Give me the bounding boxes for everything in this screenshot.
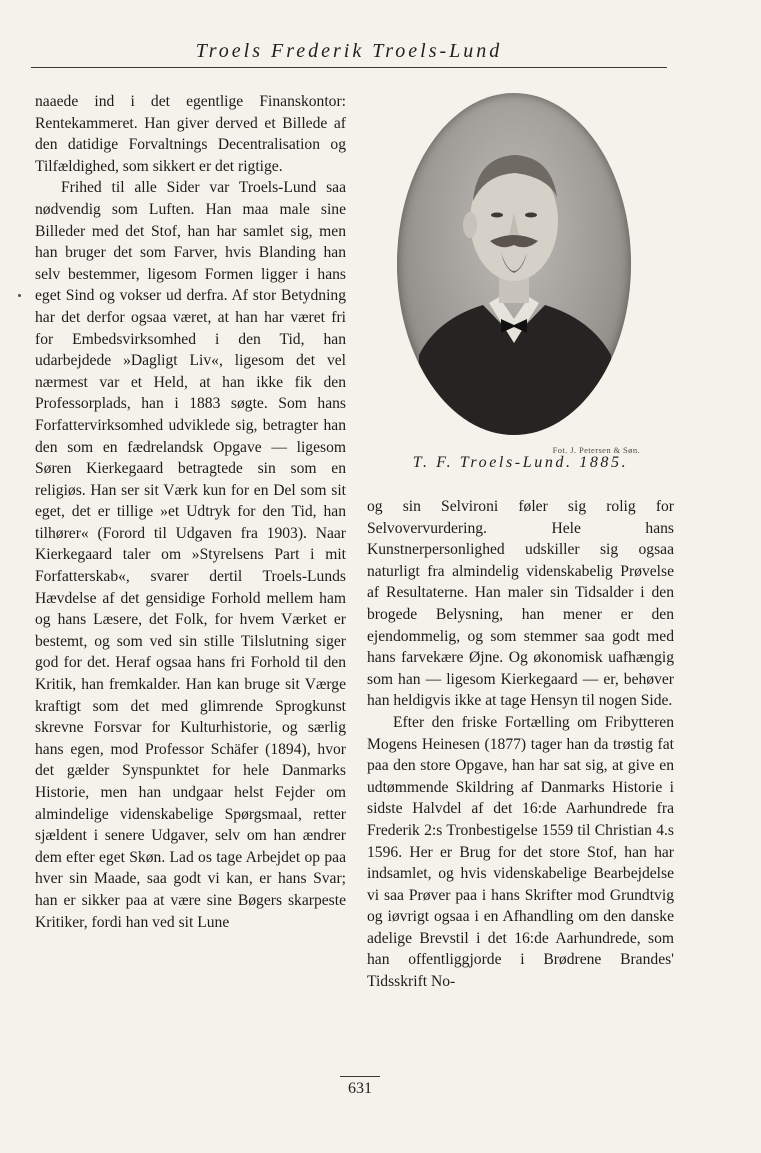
paragraph: Efter den friske Fortælling om Fribytteren Mogens Heinesen (1877) tager han da trøstig fat paa den store Opgave, han har sat sig, at give en udtømmende Skildring af Danmarks Historie i sidste Halvdel af det 16:de Aarhundrede fra Frederik 2:s Tronbestigelse 1559 til Christian 4.s 1596. Her er Brug for det store Stof, han har indsamlet, og hvis videnskabelige Bearbejdelse vi saa Prøver paa i hans Skrifter mod Grundtvig og iøvrigt ogsaa i en Afhandling om den danske adelige Brevstil i det 16:de Aarhundrede, som han offentliggjorde i Brødrene Brandes' Tidsskrift No- xyxy=(367,713,674,991)
left-eye xyxy=(491,213,503,218)
running-title: Troels Frederik Troels-Lund xyxy=(195,40,503,62)
margin-speck xyxy=(18,294,21,297)
photo-credit: Fot. J. Petersen & Søn. xyxy=(552,445,640,455)
portrait-caption: T. F. Troels-Lund. 1885. xyxy=(412,454,629,471)
portrait-photo xyxy=(397,93,631,435)
paragraph: naaede ind i det egentlige Finanskontor: Rentekammeret. Han giver derved et Billede af den datidige Forvaltnings Decentralisation og Tilfældighed, som sikkert er det rigtige. xyxy=(35,93,346,175)
page-number: 631 xyxy=(348,1080,372,1097)
right-text-column xyxy=(367,496,674,993)
paragraph: Frihed til alle Sider var Troels-Lund saa nødvendig som Luften. Han maa male sine Billeder med det Stof, han har samlet sig, men han bruger det som Farver, hvis Blanding han selv bestemmer, ligesom Formen ligger i hans eget Sind og vokser ud derfra. Af stor Betydning har det derfor ogsaa været, at han har været fri for Embedsvirksomhed i den Tid, han udarbejdede »Dagligt Liv«, ligesom det vel nærmest var et Held, at han ikke fik den Professorplads, han i 1883 søgte. Som hans Forfattervirksomhed udviklede sig, betragter han den som en fædrelandsk Opgave — ligesom Søren Kierkegaard betragtede sin som en religiøs. Han ser sit Værk kun for en Del som sit eget, det er tillige »et Udtryk for den Tid, han tilhører« (Forord til Udgaven fra 1903). Naar Kierkegaard taler om »Styrelsens Part i mit Forfatterskab«, svarer dertil Troels-Lunds Hævdelse af det gensidige Forhold mellem ham og hans Læsere, det Folk, for hvem Værket er bestemt, og som ved sin stille Tilslutning siger god for det. Heraf ogsaa hans fri Forhold til den Kritik, han fremkalder. Han kan bruge sit Værge kraftigt som det med glimrende Sprogkunst skrevne Forsvar for Kulturhistorie, og særlig hans egen, mod Professor Schäfer (1894), hvor det gælder Synspunktet for hele Danmarks Historie, men han undgaar helst Fejder om almindelige videnskabelige Spørgsmaal, retter sjældent i senere Udgaver, selv om han ændrer dem efter eget Skøn. Lad os tage Arbejdet op paa hver sin Maade, saa godt vi kan, er hans Svar; han er sikker paa at være sine Bøgers skarpeste Kritiker, fordi han ved sit Lune xyxy=(35,179,346,931)
folio-rule xyxy=(340,1076,380,1077)
portrait-illustration xyxy=(397,93,631,435)
paragraph: og sin Selvironi føler sig rolig for Selvovervurdering. Hele hans Kunstnerpersonlighed udskiller sig ogsaa naturligt fra almindelig videnskabelig Prøvelse af Resultaterne. Han maler sin Tidsalder i den brogede Belysning, han mener er den ejendommelig, og som stemmer saa godt med hans farvekære Øjne. Og økonomisk uafhængig som han — ligesom Kierkegaard — er, behøver han heldigvis ikke at tage Hensyn til nogen Side. xyxy=(367,498,674,710)
left-text-column xyxy=(35,91,346,933)
ear-shape xyxy=(463,212,477,238)
right-eye xyxy=(525,213,537,218)
header-rule xyxy=(31,67,667,68)
